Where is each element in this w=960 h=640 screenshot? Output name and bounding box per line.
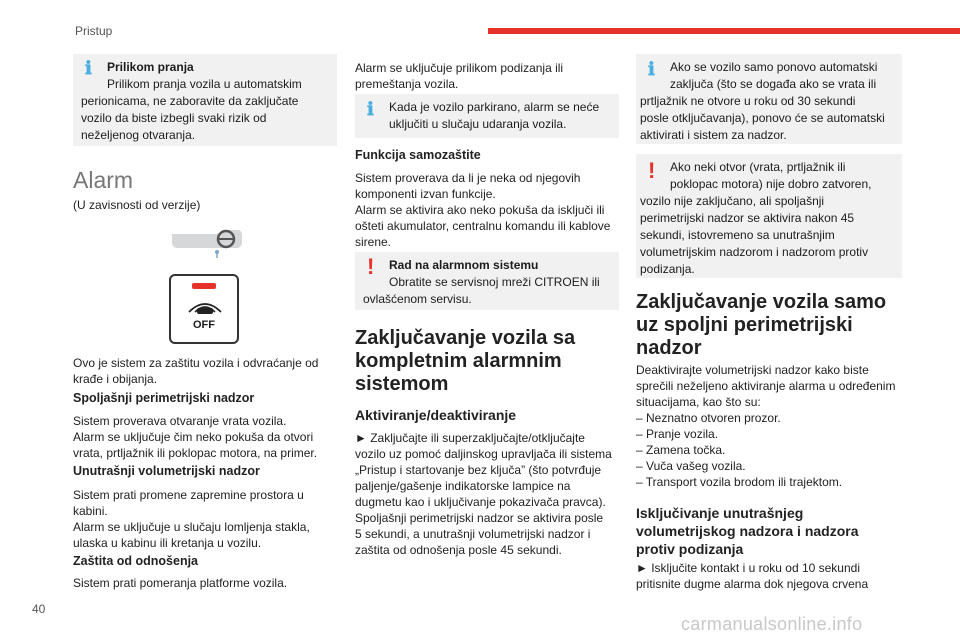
- warning-box-opening: ! Ako neki otvor (vrata, prtljažnik ili poklopac motora) nije dobro zatvoren, vozilo nije zaključano, ali spoljašnji perimetrijski nadzor se aktivira nakon 45 sekundi, istovremeno sa unutrašnjim volumetrijskim nadzorom i nadzorom protiv podizanja.: [636, 154, 902, 278]
- alarm-intro: Ovo je sistem za zaštitu vozila i odvraćanje od krađe i obijanja.: [73, 356, 319, 386]
- deactivate-text: Deaktivirajte volumetrijski nadzor kako biste sprečili neželjeno aktiviranje alarma u određenim situacijama, kao što su: – Neznatno otvoren prozor. – Pranje vozila. – Zamena točka. – Vuča vašeg vozila. – Transport vozila brodom ili trajektom.: [636, 363, 896, 489]
- off-label: OFF: [193, 319, 215, 331]
- heading-perimetric-only-locking: Zaključavanje vozila samo uz spoljni perimetrijski nadzor: [636, 291, 887, 359]
- info-box-auto-relock: ℹ Ako se vozilo samo ponovo automatski zaključa (što se događa ako se vrata ili prtljažnik ne otvore u roku od 30 sekundi posle otključavanja), ponovo će se automatski aktivirati i sistem za nadzor.: [636, 54, 902, 144]
- info-icon: ℹ: [85, 58, 92, 78]
- info-box-title: Prilikom pranja: [107, 60, 194, 74]
- heading-activation: Aktiviranje/deaktiviranje: [355, 407, 517, 423]
- section-title-alarm: Alarm: [73, 167, 134, 193]
- version-note: (U zavisnosti od verzije): [73, 198, 201, 212]
- car-sensor-icon: [168, 226, 244, 262]
- info-box-line: neželjenog otvaranja.: [81, 128, 196, 142]
- heading-volumetric-off: Isključivanje unutrašnjeg volumetrijskog nadzora i nadzora protiv podizanja: [636, 505, 859, 557]
- warning-box-alarm-work: ! Rad na alarmnom sistemu Obratite se servisnoj mreži CITROEN ili ovlašćenom servisu.: [355, 252, 619, 310]
- alarm-off-button-icon: [169, 274, 239, 344]
- warning-icon: !: [648, 158, 656, 183]
- lift-intro: Alarm se uključuje prilikom podizanja ili premeštanja vozila.: [355, 61, 564, 91]
- info-box-parked: ℹ Kada je vozilo parkirano, alarm se neće uključiti u slučaju udaranja vozila.: [355, 94, 619, 138]
- header-accent-bar: [488, 28, 960, 34]
- info-box-line: perionicama, ne zaboravite da zaključate: [81, 94, 299, 108]
- activation-text: ► Zaključajte ili superzaključajte/otključajte vozilo uz pomoć daljinskog upravljača ili sistema „Pristup i startovanje bez ključa” (što potvrđuje paljenje/gašenje indikatorske lampice na dugmetu kao i uključivanje pokazivača pravca). Spoljašnji perimetrijski nadzor se aktivira posle 5 sekundi, a unutrašnji volumetrijski nadzor i zaštita od odnošenja posle 45 sekundi.: [355, 431, 612, 557]
- volumetric-off-text: ► Isključite kontakt i u roku od 10 sekundi pritisnite dugme alarma dok njegova crvena: [636, 561, 869, 591]
- page-number: 40: [32, 602, 46, 616]
- warning-icon: !: [367, 254, 375, 279]
- tilt-text: Sistem prati pomeranja platforme vozila.: [73, 576, 288, 590]
- running-header: Pristup: [75, 24, 113, 38]
- info-icon: ℹ: [367, 99, 374, 119]
- volumetric-text: Sistem prati promene zapremine prostora u kabini. Alarm se uključuje u slučaju lomljenja stakla, ulaska u kabinu ili kretanja u vozilu.: [73, 488, 310, 550]
- info-box-line: vozilo da biste izbegli svaki rizik od: [81, 111, 267, 125]
- info-box-line: Prilikom pranja vozila u automatskim: [107, 77, 302, 91]
- perimetric-text: Sistem proverava otvaranje vrata vozila. Alarm se uključuje čim neko pokuša da otvori vrata, prtljažnik ili poklopac motora, na primer.: [73, 414, 318, 460]
- heading-tilt: Zaštita od odnošenja: [73, 554, 199, 568]
- info-box-washing: [73, 54, 337, 146]
- heading-volumetric: Unutrašnji volumetrijski nadzor: [73, 464, 260, 478]
- heading-self-protection: Funkcija samozaštite: [355, 148, 481, 162]
- watermark: carmanualsonline.info: [681, 614, 863, 634]
- heading-full-alarm-locking: Zaključavanje vozila sa kompletnim alarmnim sistemom: [355, 327, 576, 395]
- self-protection-text: Sistem proverava da li je neka od njegovih komponenti izvan funkcije. Alarm se aktivira ako neko pokuša da isključi ili ošteti akumulator, centralnu komandu ili kablove sirene.: [355, 171, 611, 249]
- heading-perimetric: Spoljašnji perimetrijski nadzor: [73, 391, 255, 405]
- info-icon: ℹ: [648, 59, 655, 79]
